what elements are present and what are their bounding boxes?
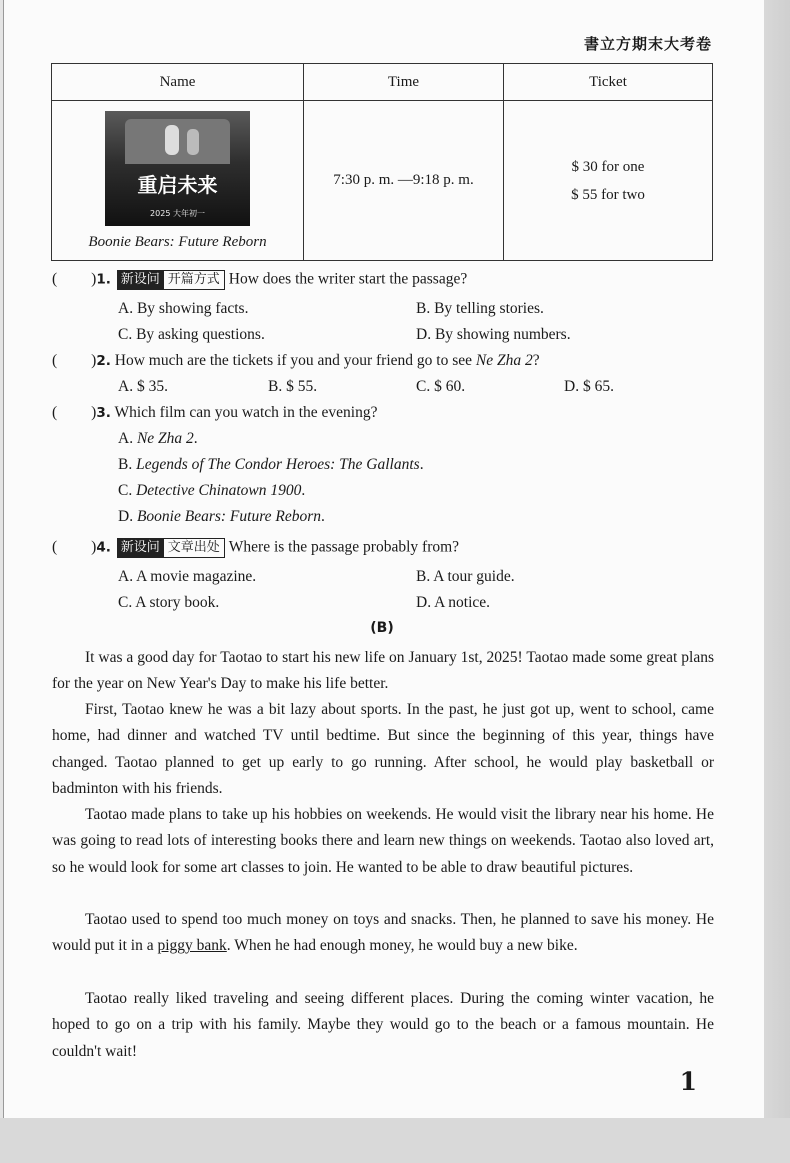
answer-bracket-open: ( [52, 538, 58, 556]
option-b: B. A tour guide. [416, 568, 515, 585]
tag-new-question: 新设问 [118, 271, 164, 289]
option-c: C. $ 60. [416, 378, 466, 395]
question-2 [52, 352, 540, 370]
option-d: D. By showing numbers. [416, 326, 571, 343]
answer-bracket-close: ) [91, 352, 97, 369]
header-time: Time [304, 64, 504, 101]
header-name: Name [52, 64, 304, 101]
movie-name: Boonie Bears: Future Reborn [88, 233, 267, 250]
option-d [118, 508, 325, 526]
question-number: 3. [96, 405, 111, 421]
paragraph-5: Taotao really liked traveling and seeing different places. During the coming winter vacation, he hoped to go on a trip with his family. Maybe they would go to the beach or a famous mountain. He couldn't wait! [52, 990, 714, 1060]
question-1 [52, 270, 467, 290]
option-period: . [419, 456, 424, 473]
answer-bracket-open: ( [52, 404, 58, 421]
option-a: A. A movie magazine. [118, 568, 257, 585]
option-d: D. $ 65. [564, 378, 614, 395]
option-b: B. $ 55. [268, 378, 318, 395]
question-tag [117, 538, 225, 558]
option-period: . [301, 482, 306, 499]
option-letter: C. [118, 482, 137, 499]
page-edge-shadow [764, 0, 790, 1163]
option-c: C. A story book. [118, 594, 220, 611]
question-text: How much are the tickets if you and your friend go to see [114, 352, 476, 369]
answer-bracket-close: ) [91, 404, 97, 421]
ticket-price-one: $ 30 for one [571, 158, 645, 175]
poster-figure [165, 125, 179, 155]
paragraph-4 [52, 907, 714, 960]
option-c: C. By asking questions. [118, 326, 265, 343]
page-number: 1 [679, 1067, 697, 1096]
question-text: How does the writer start the passage? [228, 270, 468, 288]
table-header-row [52, 64, 713, 101]
name-cell [52, 101, 304, 261]
tag-topic: 开篇方式 [167, 272, 220, 287]
ticket-price-two: $ 55 for two [571, 186, 645, 203]
option-a [118, 430, 198, 448]
poster-title: 重启未来 [137, 172, 218, 197]
option-letter: A. [118, 430, 137, 447]
option-c [118, 482, 305, 500]
film-title: Ne Zha 2 [136, 430, 194, 447]
question-number: 1. [96, 271, 111, 288]
question-mark: ? [532, 352, 540, 369]
question-text: Where is the passage probably from? [228, 538, 460, 556]
option-letter: D. [118, 508, 137, 525]
table-row [52, 101, 713, 261]
question-number: 4. [96, 539, 111, 556]
page-bottom-shadow [0, 1118, 790, 1163]
question-number: 2. [96, 353, 111, 369]
option-letter: B. [118, 456, 137, 473]
option-period: . [193, 430, 198, 447]
answer-bracket-close: ) [91, 538, 97, 556]
ticket-cell [504, 101, 713, 261]
paragraph-2: First, Taotao knew he was a bit lazy about sports. In the past, he just got up, went to school, came home, had dinner and watched TV until bedtime. But since the beginning of this year, things have changed. Taotao planned to get up early to go running. After school, he would play basketball or badminton with his friends. [52, 701, 714, 797]
answer-bracket-close: ) [91, 270, 97, 288]
tag-topic: 文章出处 [167, 540, 220, 555]
poster-date: 2025 大年初一 [150, 208, 205, 218]
film-title: Detective Chinatown 1900 [136, 482, 302, 499]
film-title: Boonie Bears: Future Reborn [136, 508, 322, 525]
underlined-term: piggy bank [157, 937, 227, 955]
answer-bracket-open: ( [52, 270, 58, 288]
header-ticket: Ticket [504, 64, 713, 101]
paragraph-text: . When he had enough money, he would buy a new bike. [226, 937, 578, 955]
tag-new-question: 新设问 [118, 539, 164, 557]
paragraph-1: It was a good day for Taotao to start his new life on January 1st, 2025! Taotao made some great plans for the year on New Year's Day to make his life better. [52, 649, 714, 693]
option-b: B. By telling stories. [416, 300, 544, 317]
option-d: D. A notice. [416, 594, 491, 611]
time-cell: 7:30 p. m. —9:18 p. m. [304, 101, 504, 261]
answer-bracket-open: ( [52, 352, 58, 369]
poster-figure [187, 129, 199, 155]
option-b [118, 456, 424, 474]
movie-table [51, 63, 713, 261]
film-title: Legends of The Condor Heroes: The Gallants [136, 456, 420, 473]
question-3 [52, 404, 377, 422]
header-title: 書立方期末大考卷 [583, 35, 712, 53]
paragraph-3: Taotao made plans to take up his hobbies on weekends. He would visit the library near his home. He was going to read lots of interesting books there and learn new things on weekends. Taotao also loved art, so he would look for some art classes to join. He wanted to be able to draw beautiful pictures. [52, 806, 714, 876]
option-period: . [321, 508, 325, 525]
question-text: Which film can you watch in the evening? [114, 404, 378, 421]
option-a: A. $ 35. [118, 378, 168, 395]
question-4 [52, 538, 459, 558]
movie-poster [105, 111, 250, 226]
option-a: A. By showing facts. [118, 300, 249, 317]
question-tag [117, 270, 225, 290]
paragraph-text: Taotao used to spend too much money on toys and snacks. Then, he planned to save his money. He would put it in a [52, 911, 714, 955]
section-label: (B) [370, 620, 394, 636]
film-title: Ne Zha 2 [475, 352, 533, 369]
